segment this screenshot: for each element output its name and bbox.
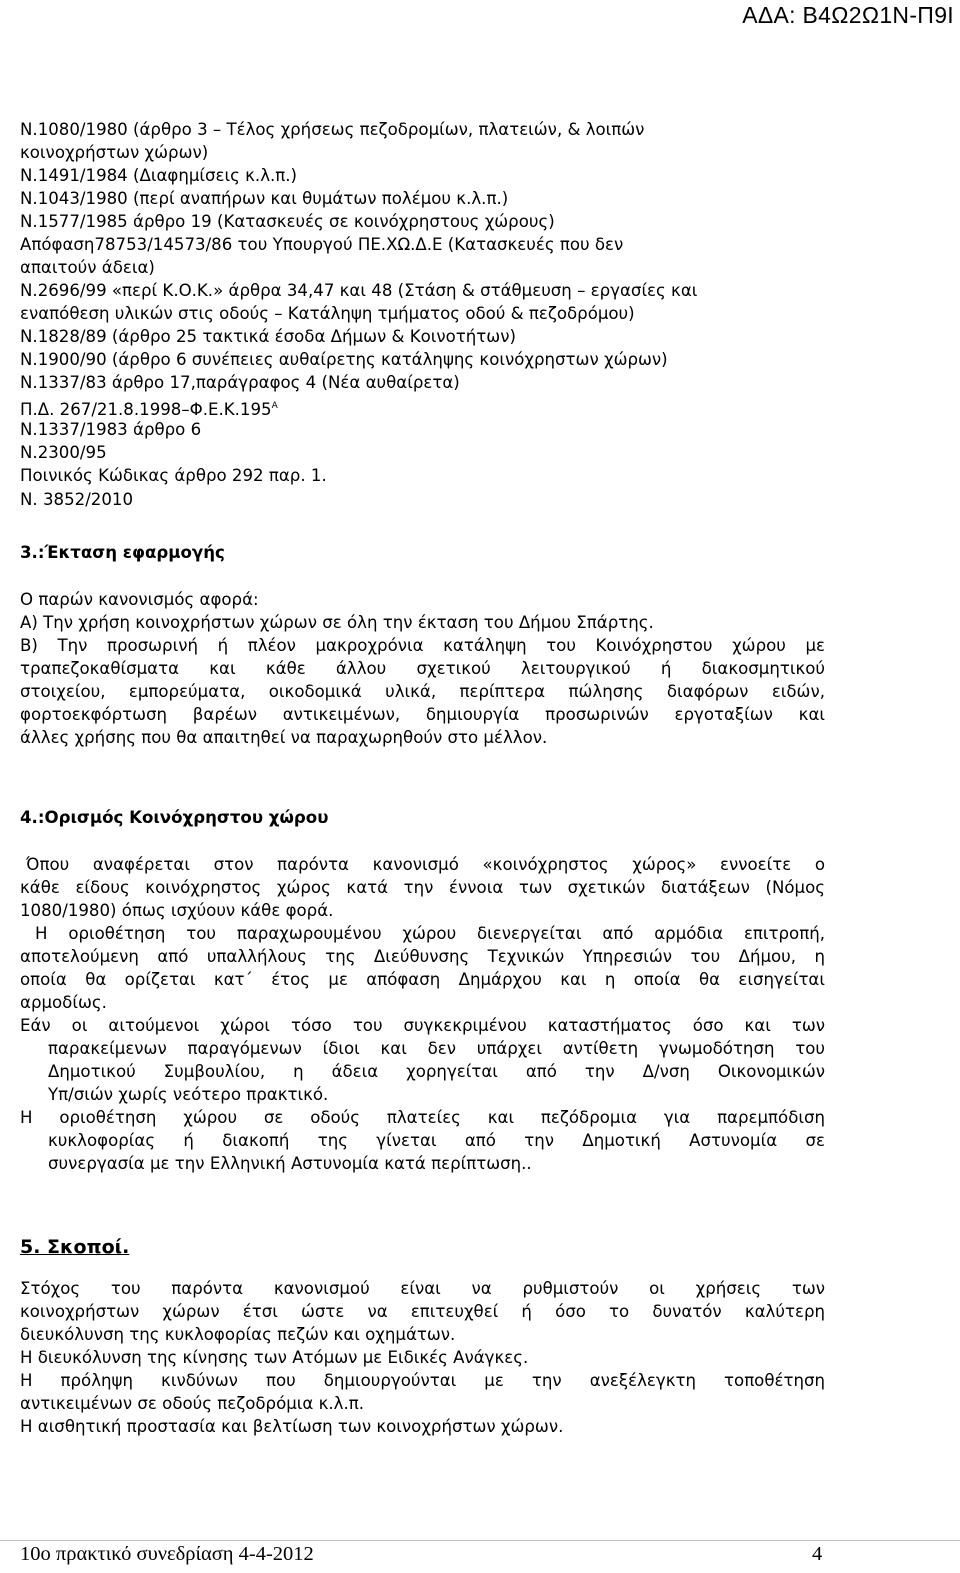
law-line: Ν.2300/95 — [20, 443, 107, 462]
section-5-line: Η διευκόλυνση της κίνησης των Ατόμων με Ειδικές Ανάγκες. — [20, 1348, 529, 1367]
section-5-line: Στόχος του παρόντα κανονισμού είναι να ρυθμιστούν οι χρήσεις των — [20, 1279, 825, 1298]
section-3-line: άλλες χρήσης που θα απαιτηθεί να παραχωρηθούν στο μέλλον. — [20, 728, 548, 747]
law-line: Ν.1828/89 (άρθρο 25 τακτικά έσοδα Δήμων & Κοινοτήτων) — [20, 327, 516, 346]
section-5-line: κοινοχρήστων χώρων έτσι ώστε να επιτευχθεί ή όσο το δυνατόν καλύτερη — [20, 1302, 825, 1321]
section-5-line: Η αισθητική προστασία και βελτίωση των κοινοχρήστων χώρων. — [20, 1417, 564, 1436]
law-line: Απόφαση78753/14573/86 του Υπουργού ΠΕ.ΧΩ.Δ.Ε (Κατασκευές που δεν — [20, 235, 624, 254]
section-4-heading: 4.:Ορισμός Κοινόχρηστου χώρου — [20, 808, 329, 827]
section-4-line: Όπου αναφέρεται στον παρόντα κανονισμό «κοινόχρηστος χώρος» εννοείτε ο — [26, 855, 825, 874]
law-line: απαιτούν άδεια) — [20, 258, 155, 277]
section-4-line: οποία θα ορίζεται κατ΄ έτος με απόφαση Δημάρχου και η οποία θα εισηγείται — [20, 970, 825, 989]
section-4-line: Η οριοθέτηση χώρου σε οδούς πλατείες και πεζόδρομια για παρεμπόδιση — [20, 1108, 825, 1127]
section-5-line: διευκόλυνση της κυκλοφορίας πεζών και οχημάτων. — [20, 1325, 456, 1344]
ada-code: ΑΔΑ: Β4Ω2Ω1Ν-Π9Ι — [742, 2, 954, 28]
law-line: κοινοχρήστων χώρων) — [20, 143, 209, 162]
law-line: Ν.1577/1985 άρθρο 19 (Κατασκευές σε κοινόχρηστους χώρους) — [20, 212, 555, 231]
section-5-line: Η πρόληψη κινδύνων που δημιουργούνται με την ανεξέλεγκτη τοποθέτηση — [20, 1371, 825, 1390]
page-number: 4 — [812, 1543, 823, 1565]
law-line: Ποινικός Κώδικας άρθρο 292 παρ. 1. — [20, 466, 327, 485]
footer-text: 10ο πρακτικό συνεδρίαση 4-4-2012 — [20, 1543, 314, 1565]
section-4-line: κάθε είδους κοινόχρηστος χώρος κατά την έννοια των σχετικών διατάξεων (Νόμος — [20, 878, 825, 897]
law-line: εναπόθεση υλικών στις οδούς – Κατάληψη τμήματος οδού & πεζοδρόμου) — [20, 304, 635, 323]
law-line: Ν. 3852/2010 — [20, 490, 134, 509]
pd-superscript: Α — [271, 401, 278, 411]
section-4-line: αρμοδίως. — [20, 993, 107, 1012]
section-3-line: στοιχείου, εμπορεύματα, οικοδομικά υλικά, περίπτερα πώλησης διαφόρων ειδών, — [20, 682, 825, 701]
section-4-line: Υπ/σιών χωρίς νεότερο πρακτικό. — [48, 1085, 329, 1104]
section-4-line: παρακείμενων παραγόμενων ίδιοι και δεν υπάρχει αντίθετη γνωμοδότηση του — [48, 1039, 825, 1058]
section-4-line: 1080/1980) όπως ισχύουν κάθε φορά. — [20, 901, 334, 920]
section-4-line: κυκλοφορίας ή διακοπή της γίνεται από την Δημοτική Αστυνομία σε — [48, 1131, 825, 1150]
section-3-heading: 3.:Έκταση εφαρμογής — [20, 543, 225, 562]
pd-text: Π.Δ. 267/21.8.1998–Φ.Ε.Κ.195 — [20, 400, 272, 419]
law-line: Ν.1900/90 (άρθρο 6 συνέπειες αυθαίρετης κατάληψης κοινόχρηστων χώρων) — [20, 350, 668, 369]
section-5-heading: 5. Σκοποί. — [20, 1236, 130, 1258]
section-4-line: αποτελούμενη από υπαλλήλους της Διεύθυνσης Τεχνικών Υπηρεσιών του Δήμου, η — [20, 947, 825, 966]
section-3-line: Β) Την προσωρινή ή πλέον μακροχρόνια κατάληψη του Κοινόχρηστου χώρου με — [20, 636, 825, 655]
section-4-line: Δημοτικού Συμβουλίου, η άδεια χορηγείται από την Δ/νση Οικονομικών — [48, 1062, 825, 1081]
law-line: Ν.1043/1980 (περί αναπήρων και θυμάτων πολέμου κ.λ.π.) — [20, 189, 509, 208]
law-line: Ν.1337/1983 άρθρο 6 — [20, 420, 202, 439]
section-4-line: Η οριοθέτηση του παραχωρουμένου χώρου διενεργείται από αρμόδια επιτροπή, — [35, 924, 825, 943]
section-3-line: τραπεζοκαθίσματα και κάθε άλλου σχετικού λειτουργικού ή διακοσμητικού — [20, 659, 825, 678]
law-line: Ν.2696/99 «περί Κ.Ο.Κ.» άρθρα 34,47 και 48 (Στάση & στάθμευση – εργασίες και — [20, 281, 698, 300]
section-5-line: αντικειμένων σε οδούς πεζοδρόμια κ.λ.π. — [20, 1394, 365, 1413]
footer-divider — [0, 1540, 960, 1541]
law-line: Ν.1491/1984 (Διαφημίσεις κ.λ.π.) — [20, 166, 298, 185]
section-3-line: Α) Την χρήση κοινοχρήστων χώρων σε όλη την έκταση του Δήμου Σπάρτης. — [20, 613, 654, 632]
section-4-line: Εάν οι αιτούμενοι χώροι τόσο του συγκεκριμένου καταστήματος όσο και των — [20, 1016, 825, 1035]
section-3-line: φορτοεκφόρτωση βαρέων αντικειμένων, δημιουργία προσωρινών εργοταξίων και — [20, 705, 825, 724]
section-4-line: συνεργασία με την Ελληνική Αστυνομία κατά περίπτωση.. — [48, 1154, 532, 1173]
law-line: Ν.1337/83 άρθρο 17,παράγραφος 4 (Νέα αυθαίρετα) — [20, 373, 460, 392]
law-line: Ν.1080/1980 (άρθρο 3 – Τέλος χρήσεως πεζοδρομίων, πλατειών, & λοιπών — [20, 120, 645, 139]
section-3-intro: Ο παρών κανονισμός αφορά: — [20, 590, 259, 609]
